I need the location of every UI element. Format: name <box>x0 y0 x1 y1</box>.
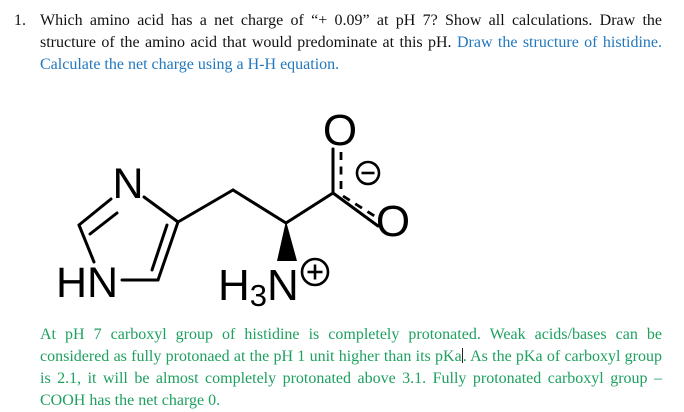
answer-after-cursor: . As the pKa of carboxyl group is 2.1, it will be almost completely protonated above 3.1. Fully protonated carboxyl group –COOH has the net charge 0. <box>40 348 663 409</box>
bond-n1-c2 <box>79 225 94 262</box>
bond-c2-n3-inner <box>90 213 117 234</box>
question-black-text: Which amino acid has a net charge of “+ 0.09” at pH 7? Show all calculations. Draw the structure of the amino acid that would predominate at this pH. <box>40 12 662 51</box>
ammonium-subscript: 3 <box>249 278 268 313</box>
wedge-bond-to-amino <box>277 221 297 261</box>
answer-before-cursor: At pH 7 carboxyl group of histidine is completely protonated. Weak acids/bases can be considered as fully protonaed at the pH 1 unit higher than its pKa <box>40 326 662 365</box>
negative-charge-icon <box>357 162 379 184</box>
bond-c-oright-solid <box>333 193 378 226</box>
bond-ch2-calpha <box>233 190 286 223</box>
oxygen-right-label: O <box>375 197 411 246</box>
question-number: 1. <box>14 12 26 29</box>
question-section <box>14 10 662 76</box>
ammonium-n: N <box>267 261 299 310</box>
histidine-structure <box>40 95 440 320</box>
ammonium-label <box>218 261 299 313</box>
question-text[interactable] <box>40 10 662 76</box>
carboxylate-bonds <box>333 149 378 226</box>
bond-n3-c4 <box>144 197 178 222</box>
positive-charge-icon <box>302 259 328 285</box>
ring-nitrogen-label: N <box>112 160 144 208</box>
question-blue-text: Draw the structure of histidine. Calculate the net charge using a H-H equation. <box>40 34 663 73</box>
ring-nh-label: HN <box>55 259 119 307</box>
ammonium-h: H <box>218 261 250 310</box>
oxygen-top-label: O <box>322 106 358 155</box>
bond-c4-ch2 <box>178 190 233 222</box>
answer-text[interactable] <box>40 324 662 412</box>
bond-calpha-carboxyl <box>286 193 333 223</box>
bond-c4-c5-outer <box>158 222 178 280</box>
side-chain-bonds <box>178 190 333 223</box>
